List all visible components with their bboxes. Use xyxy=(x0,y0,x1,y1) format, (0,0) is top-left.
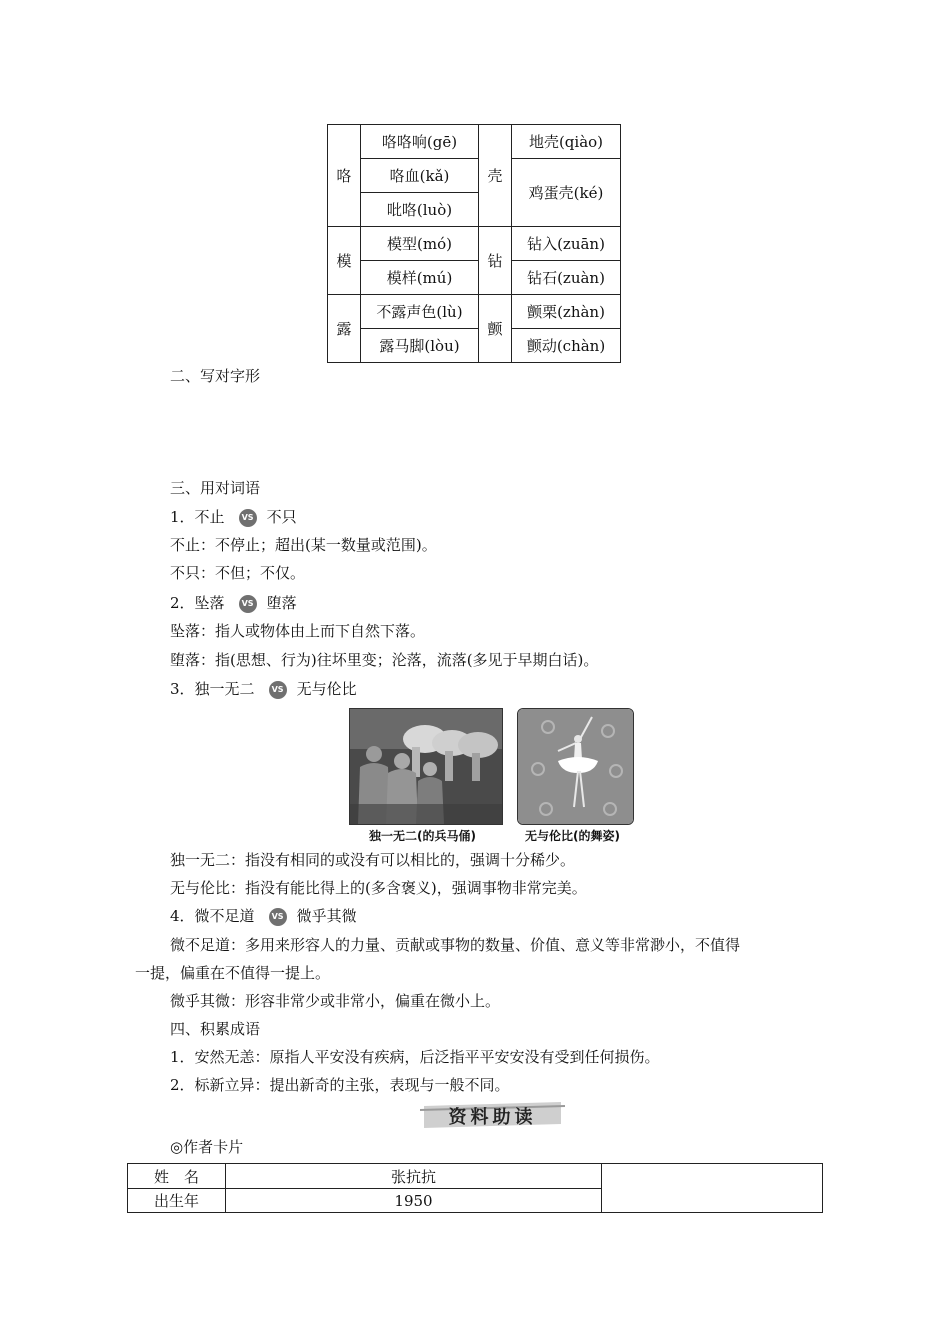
pron-item: 鸡蛋壳(ké) xyxy=(512,159,621,227)
banner-title: 资料助读 xyxy=(448,1107,537,1128)
word-pair xyxy=(170,906,357,926)
pron-item: 露马脚(lòu) xyxy=(361,329,479,363)
vs-icon: VS xyxy=(269,908,287,926)
section-heading: 四、积累成语 xyxy=(170,1020,261,1038)
pron-item: 模型(mó) xyxy=(361,227,479,261)
polyphone-char: 壳 xyxy=(479,125,512,227)
pron-item: 咯咯响(gē) xyxy=(361,125,479,159)
author-label: 姓 名 xyxy=(128,1164,226,1189)
section-heading: 二、写对字形 xyxy=(170,367,261,385)
author-card-title: ◎作者卡片 xyxy=(170,1138,244,1156)
pair-word-b: 堕落 xyxy=(266,594,297,612)
pair-word-a: 不止 xyxy=(194,508,225,526)
pair-word-b: 不只 xyxy=(266,508,297,526)
definition: 独一无二：指没有相同的或没有可以相比的，强调十分稀少。 xyxy=(170,851,576,869)
word-pair xyxy=(170,593,297,613)
pron-item: 钻入(zuān) xyxy=(512,227,621,261)
author-label: 出生年 xyxy=(128,1189,226,1213)
polyphone-char: 露 xyxy=(328,295,361,363)
author-value: 张抗抗 xyxy=(226,1164,602,1189)
ballet-dancer-photo xyxy=(517,708,634,825)
definition: 无与伦比：指没有能比得上的(多含褒义)，强调事物非常完美。 xyxy=(170,879,587,897)
photo-caption: 无与伦比(的舞姿) xyxy=(525,829,620,843)
pron-item: 模样(mú) xyxy=(361,261,479,295)
pair-number: 3． xyxy=(170,680,195,698)
definition: 不止：不停止；超出(某一数量或范围)。 xyxy=(170,536,437,554)
pair-number: 2． xyxy=(170,594,195,612)
pron-item: 颤动(chàn) xyxy=(512,329,621,363)
idiom-item: 2．标新立异：提出新奇的主张，表现与一般不同。 xyxy=(170,1076,510,1094)
pair-word-b: 微乎其微 xyxy=(296,907,357,925)
section-heading: 三、用对词语 xyxy=(170,479,261,497)
pron-item: 颤栗(zhàn) xyxy=(512,295,621,329)
word-pair xyxy=(170,679,357,699)
polyphone-char: 颤 xyxy=(479,295,512,363)
vs-icon: VS xyxy=(239,595,257,613)
definition: 不只：不但；不仅。 xyxy=(170,564,306,582)
photo-caption: 独一无二(的兵马俑) xyxy=(369,829,476,843)
polyphone-char: 咯 xyxy=(328,125,361,227)
author-table xyxy=(127,1163,823,1213)
word-pair xyxy=(170,507,297,527)
pron-item: 咯血(kǎ) xyxy=(361,159,479,193)
pair-word-a: 微不足道 xyxy=(194,907,255,925)
author-photo-cell xyxy=(602,1164,823,1213)
terracotta-warriors-photo xyxy=(349,708,503,825)
vs-icon: VS xyxy=(269,681,287,699)
pair-word-a: 独一无二 xyxy=(194,680,255,698)
pron-item: 钻石(zuàn) xyxy=(512,261,621,295)
pair-number: 1． xyxy=(170,508,195,526)
pair-word-a: 坠落 xyxy=(194,594,225,612)
idiom-item: 1．安然无恙：原指人平安没有疾病，后泛指平平安安没有受到任何损伤。 xyxy=(170,1048,660,1066)
definition: 微乎其微：形容非常少或非常小，偏重在微小上。 xyxy=(170,992,501,1010)
definition: 坠落：指人或物体由上而下自然下落。 xyxy=(170,622,426,640)
pronunciation-table xyxy=(327,124,621,363)
definition-continued: 一提，偏重在不值得一提上。 xyxy=(135,964,331,982)
pron-item: 地壳(qiào) xyxy=(512,125,621,159)
definition: 堕落：指(思想、行为)往坏里变；沦落，流落(多见于早期白话)。 xyxy=(170,651,599,669)
vs-icon: VS xyxy=(239,509,257,527)
polyphone-char: 钻 xyxy=(479,227,512,295)
definition: 微不足道：多用来形容人的力量、贡献或事物的数量、价值、意义等非常渺小，不值得 xyxy=(170,936,741,954)
pair-number: 4． xyxy=(170,907,195,925)
pron-item: 吡咯(luò) xyxy=(361,193,479,227)
pair-word-b: 无与伦比 xyxy=(296,680,357,698)
pron-item: 不露声色(lù) xyxy=(361,295,479,329)
author-value: 1950 xyxy=(226,1189,602,1213)
section-banner xyxy=(420,1100,565,1130)
polyphone-char: 模 xyxy=(328,227,361,295)
